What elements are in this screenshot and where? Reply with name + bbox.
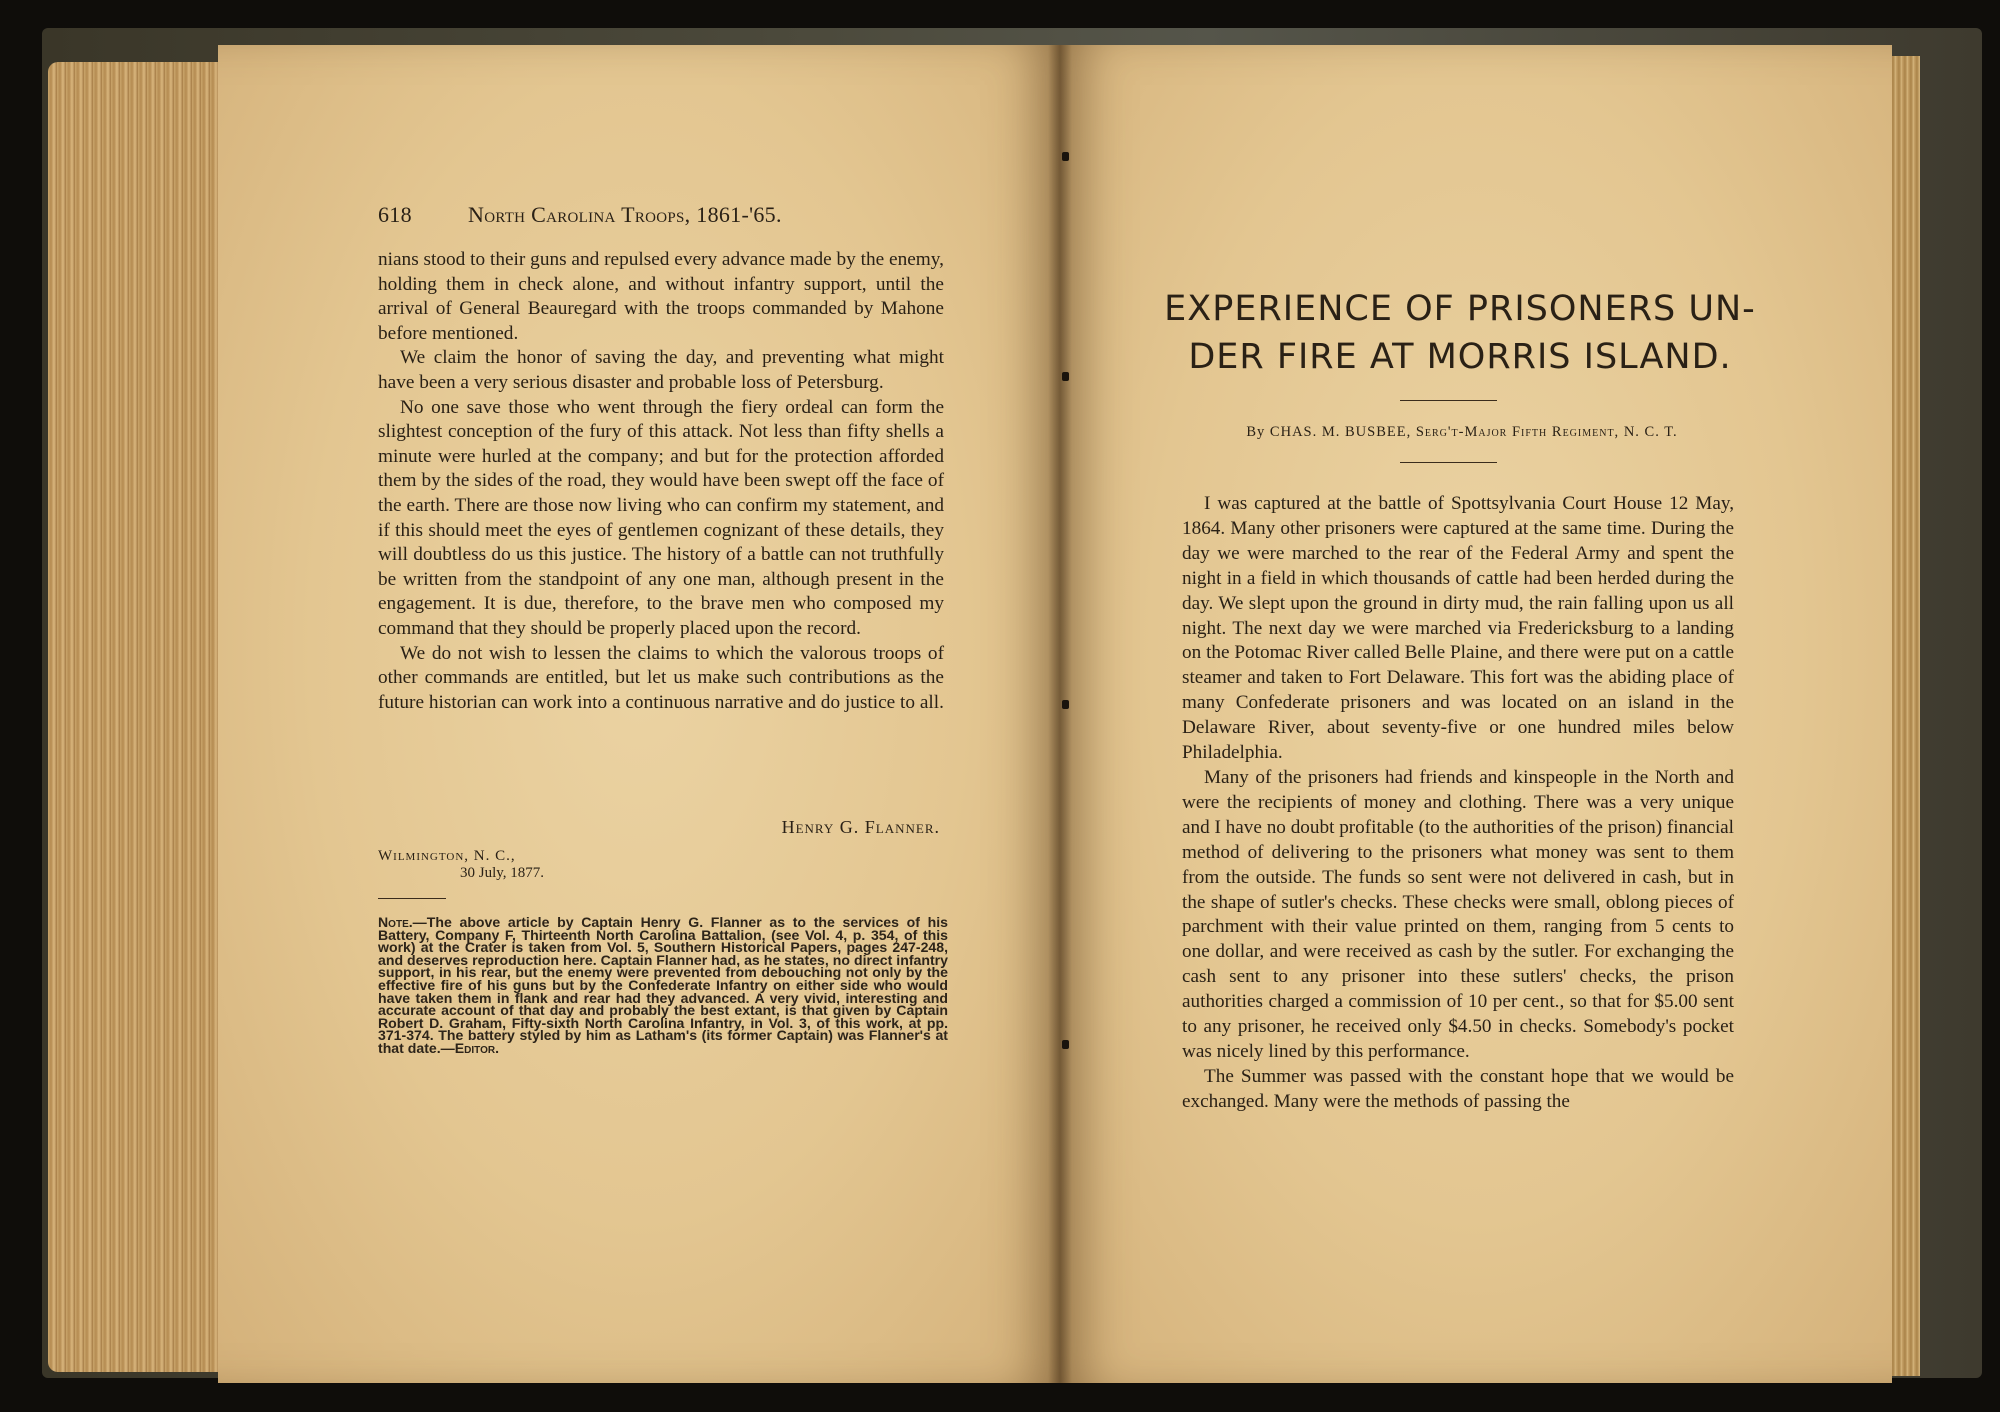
page-edges-left bbox=[48, 62, 223, 1372]
paragraph: We do not wish to lessen the claims to which the valorous troops of other commands are entitled, but let us make such contributions as the future historian can work into a continuous narrative and do justice to all. bbox=[378, 642, 944, 713]
paragraph: I was captured at the battle of Spottsylvania Court House 12 May, 1864. Many other prisoners were captured at the same time. During the day we were marched to the rear of the Federal Army and spent the night in a field in which thousands of cattle had been herded during the day. We slept upon the ground in dirty mud, the rain falling upon us all night. The next day we were marched via Fredericksburg to a landing on the Potomac River called Belle Plaine, and there were put on a cattle steamer and taken to Fort Delaware. This fort was the abiding place of many Confederate prisoners and was located on an island in the Delaware River, about seventy-five or one hundred miles below Philadelphia. bbox=[1182, 493, 1734, 764]
note-text: —The above article by Captain Henry G. Flanner as to the services of his Battery, Company F, Thirteenth North Carolina Battalion, (see Vol. 4, p. 354, of this work) at the Crater is taken from Vol. 5, Southern Historical Papers, pages 247-248, and deserves reproduction here. Captain Flanner had, as he states, no direct infantry support, in his rear, but the enemy were prevented from debouching not only by the effective fire of his guns but by the Confederate Infantry on either side who would have taken them in flank and rear had they advanced. A very vivid, interesting and accurate account of that day and probably the best extant, is that given by Captain Robert D. Graham, Fifty-sixth North Carolina Infantry, in Vol. 3, of this work, at pp. 371-374. The battery styled by him as Latham's (its former Captain) was Flanner's at that date. bbox=[378, 914, 948, 1056]
article-title bbox=[1160, 285, 1760, 381]
paragraph: nians stood to their guns and repulsed every advance made by the enemy, holding them in check alone, and without infantry support, until the arrival of General Beauregard with the troops commanded by Mahone before mentioned. bbox=[378, 249, 944, 344]
paragraph: Many of the prisoners had friends and kinspeople in the North and were the recipients of money and clothing. There was a very unique and I have no doubt profitable (to the authorities of the prison) financial method of delivering to the prisoners what money was sent to them from the outside. The funds so sent were not delivered in cash, but in the shape of sutler's checks. These checks were small, oblong pieces of parchment with their value printed on them, ranging from 5 cents to one dollar, and were received as cash by the sutler. For exchanging the cash sent to any prisoner into these sutlers' checks, the prison authorities charged a commission of 10 per cent., so that for $5.00 sent to any prisoner, he received only $4.50 in checks. Somebody's pocket was nicely lined by this performance. bbox=[1182, 766, 1735, 1062]
footnote-rule bbox=[378, 898, 446, 899]
paragraph: The Summer was passed with the constant hope that we would be exchanged. Many were the methods of passing the bbox=[1182, 1065, 1734, 1112]
binding-thread-mark bbox=[1062, 372, 1069, 381]
byline-rule bbox=[1400, 462, 1497, 463]
dateline-place: Wilmington, N. C., bbox=[378, 848, 516, 864]
title-rule bbox=[1400, 400, 1497, 401]
byline-rank: Serg't-Major Fifth Regiment, bbox=[1415, 424, 1620, 440]
note-editor: —Editor. bbox=[440, 1039, 499, 1056]
page-number: 618 bbox=[378, 202, 412, 227]
binding-thread-mark bbox=[1062, 1040, 1069, 1049]
binding-thread-mark bbox=[1062, 700, 1069, 709]
binding-thread-mark bbox=[1062, 152, 1069, 161]
running-head-title: North Carolina Troops, 1861-'65. bbox=[468, 202, 782, 227]
author-signature: Henry G. Flanner. bbox=[781, 817, 940, 837]
byline-unit: N. C. T. bbox=[1623, 424, 1678, 440]
byline bbox=[1162, 424, 1762, 441]
byline-author: By CHAS. M. BUSBEE, bbox=[1246, 424, 1412, 440]
book-gutter bbox=[1048, 45, 1072, 1383]
left-body-text bbox=[378, 248, 944, 715]
dateline bbox=[378, 848, 678, 882]
title-line: DER FIRE AT MORRIS ISLAND. bbox=[1188, 337, 1732, 377]
paragraph: No one save those who went through the fiery ordeal can form the slightest conception of the fury of this attack. Not less than fifty shells a minute were hurled at the company; and but for the protection afforded them by the sides of the road, they would have been swept off the face of the earth. There are those now living who can confirm my statement, and if this should meet the eyes of gentlemen cognizant of these details, they will doubtless do us this justice. The history of a battle can not truthfully be written from the standpoint of any one man, although present in the engagement. It is due, therefore, to the brave men who composed my command that they should be properly placed upon the record. bbox=[378, 396, 944, 639]
dateline-date: 30 July, 1877. bbox=[460, 865, 545, 881]
right-body-text bbox=[1182, 492, 1734, 1115]
note-label: Note. bbox=[378, 914, 413, 930]
editor-note bbox=[378, 916, 948, 1055]
paragraph: We claim the honor of saving the day, and preventing what might have been a very serious disaster and probable loss of Petersburg. bbox=[378, 347, 944, 393]
title-line: EXPERIENCE OF PRISONERS UN- bbox=[1164, 289, 1756, 329]
running-head bbox=[378, 202, 1078, 228]
